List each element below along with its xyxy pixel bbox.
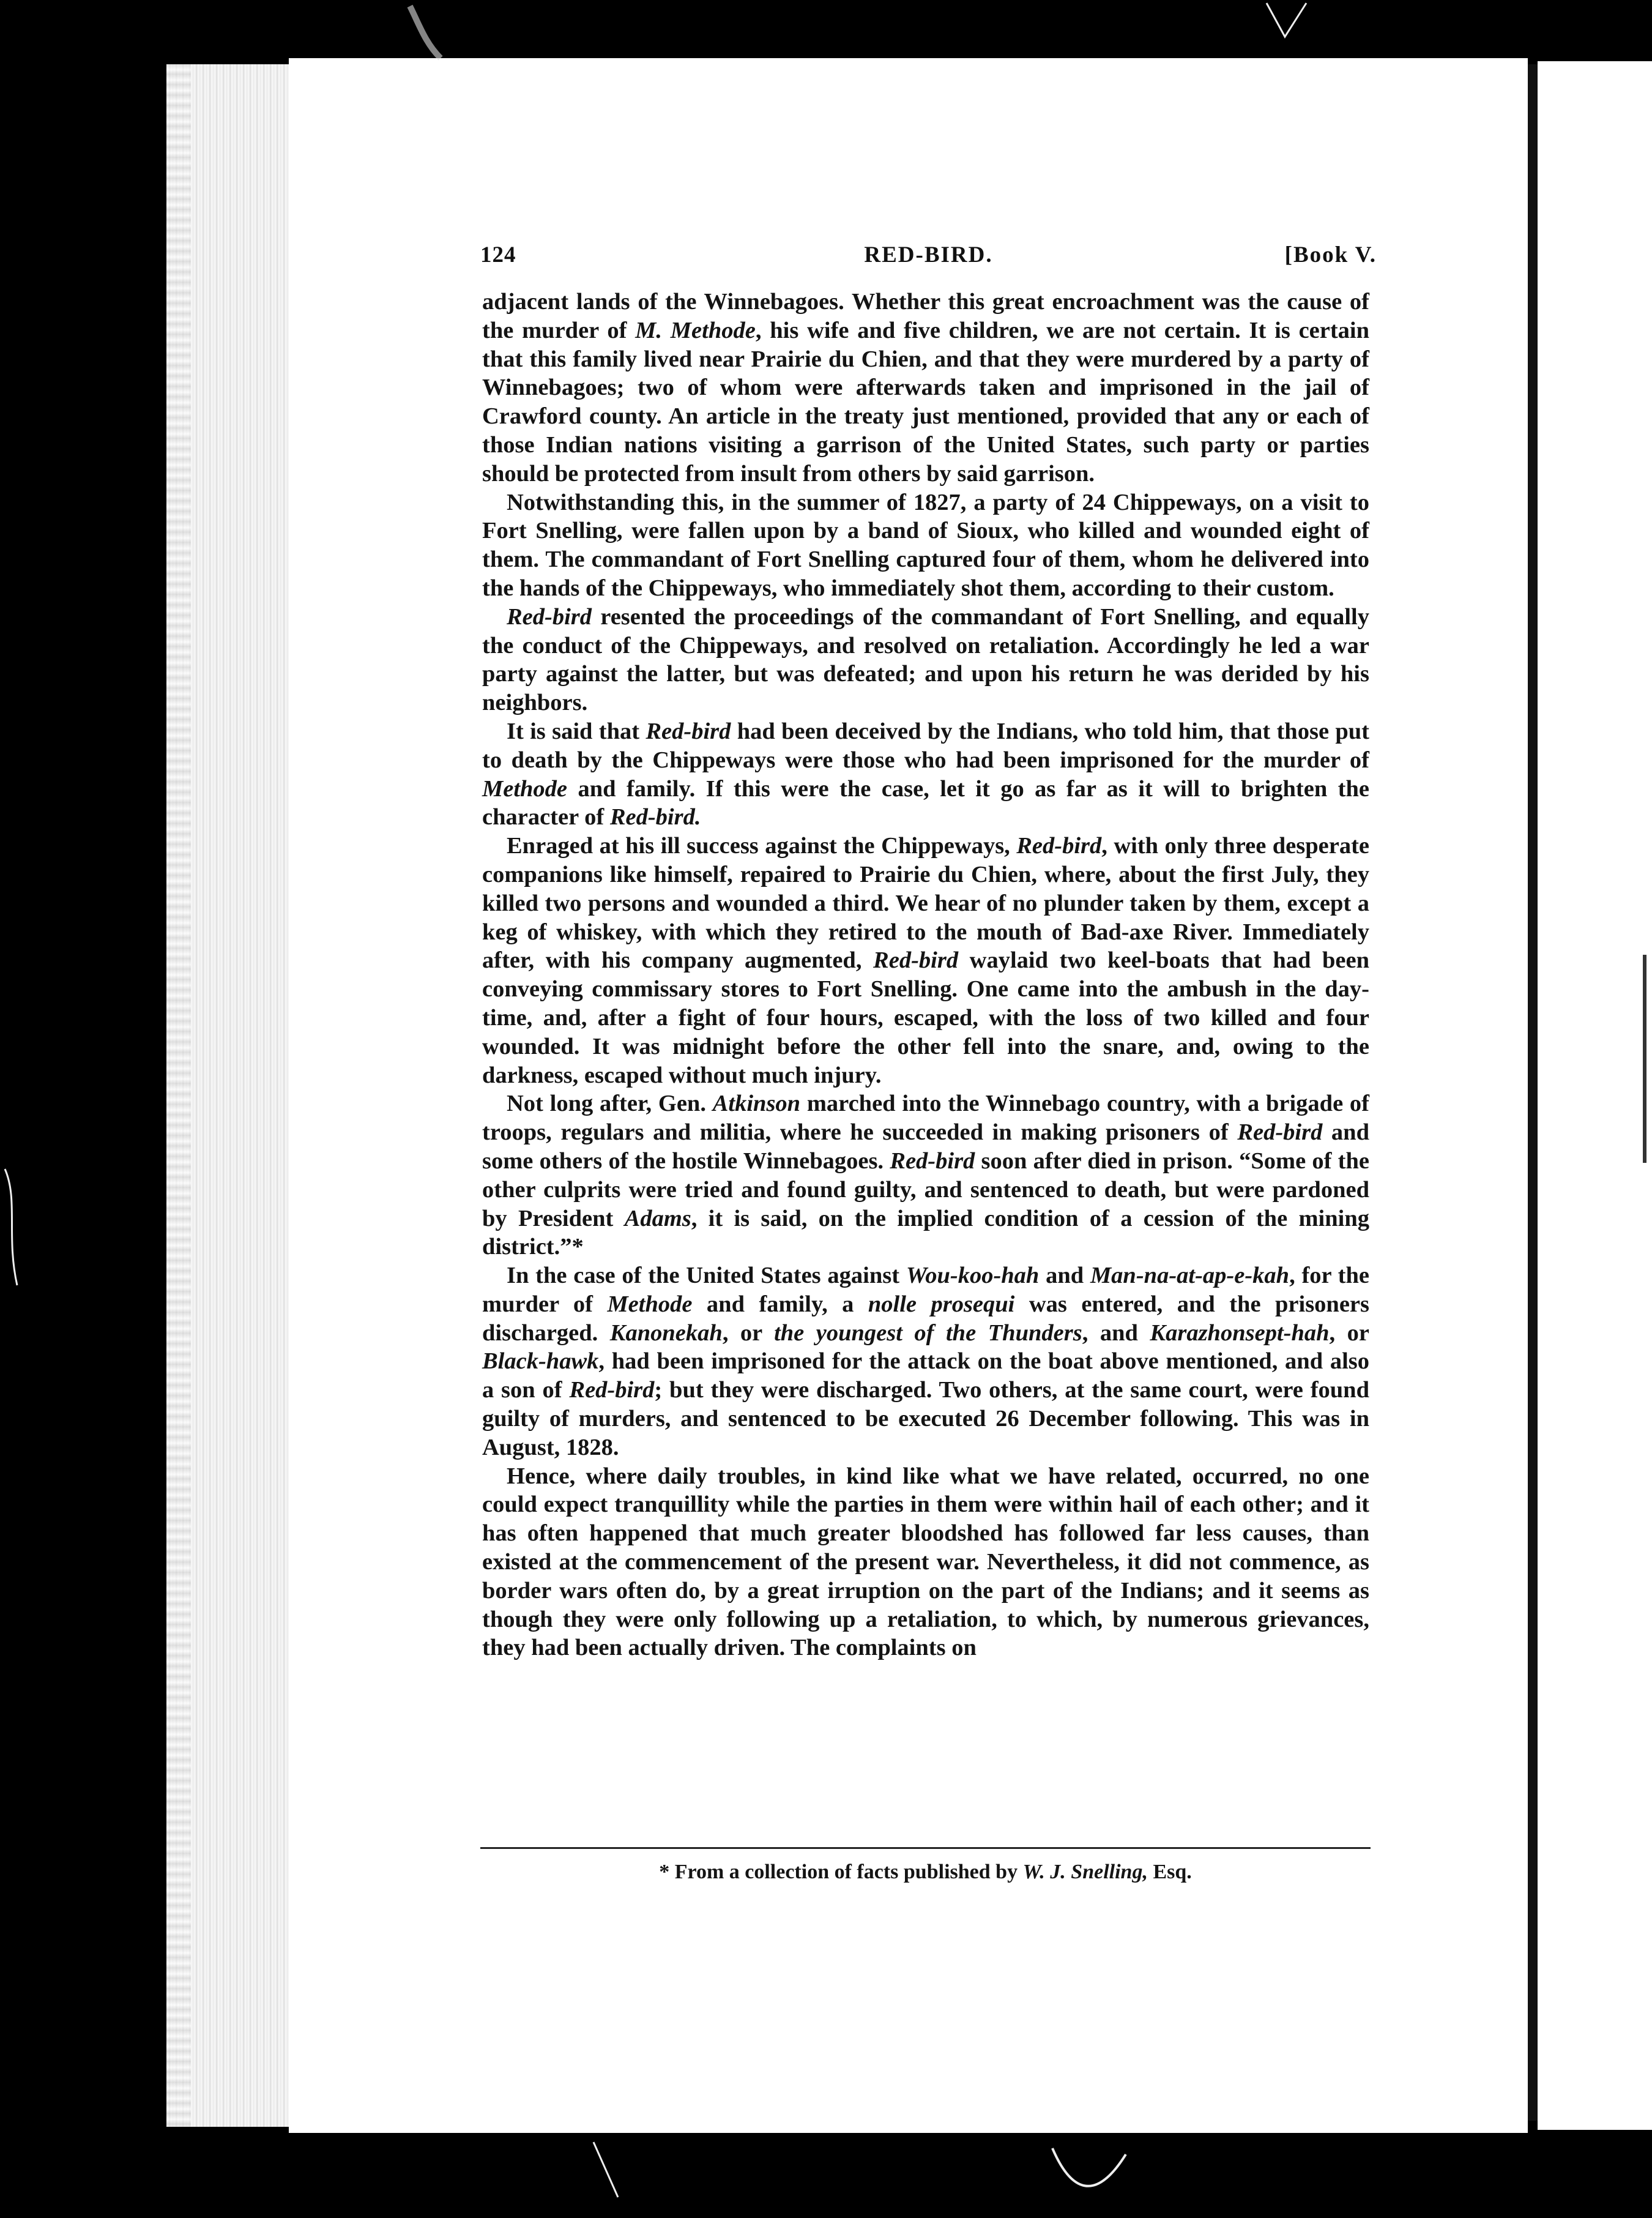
italic-text: Karazhonsept-hah bbox=[1150, 1320, 1330, 1346]
italic-text: Methode bbox=[607, 1291, 693, 1317]
italic-text: Red-bird bbox=[1237, 1119, 1323, 1146]
italic-text: Atkinson bbox=[712, 1091, 801, 1117]
italic-text: Red-bird bbox=[1016, 833, 1102, 859]
text-run: and some others of the hostile Winnebagoes. bbox=[482, 1119, 1369, 1174]
italic-text: Wou-koo-hah bbox=[906, 1263, 1040, 1289]
book-spine bbox=[1528, 64, 1538, 2121]
footnote bbox=[480, 1861, 1371, 1884]
text-run: , had been imprisoned for the attack on the boat above mentioned, and also a son of bbox=[482, 1348, 1369, 1403]
running-head bbox=[480, 242, 1377, 272]
book-page-edge bbox=[166, 64, 289, 2127]
text-run: Notwithstanding this, in the summer of 1827, a party of 24 Chippeways, on a visit to Fort Snelling, were fallen upon by a band of Sioux, who killed and wounded eight of them. The commandant of Fort Snelling captured four of them, whom he delivered into the hands of the Chippeways, who immediately shot them, according to their custom. bbox=[482, 489, 1369, 601]
italic-text: Adams bbox=[624, 1205, 691, 1231]
italic-text: Red-bird bbox=[873, 947, 959, 974]
paragraph bbox=[482, 1089, 1369, 1261]
running-title: RED-BIRD. bbox=[864, 242, 993, 267]
facing-page bbox=[1538, 61, 1652, 2130]
text-run: had been deceived by the Indians, who told him, that those put to death by the Chippeways were those who had been imprisoned for the murder of bbox=[482, 718, 1369, 773]
text-run: resented the proceedings of the commandant of Fort Snelling, and equally the conduct of the Chippeways, and resolved on retaliation. Accordingly he led a war party against the latter, but was defeated; and upon his return he was derided by his neighbors. bbox=[482, 603, 1369, 716]
text-run: It is said that bbox=[507, 718, 646, 744]
text-run: and bbox=[1039, 1263, 1090, 1289]
text-run: Hence, where daily troubles, in kind like what we have related, occurred, no one could expect tranquillity while the parties in them were within hail of each other; and it has often happened that much greater bloodshed has followed far less causes, than existed at the commencement of the present war. Nevertheless, it did not commence, as border wars often do, by a great irruption on the part of the Indians; and it seems as though they were only following up a retaliation, to which, by numerous grievances, they had been actually driven. The complaints on bbox=[482, 1463, 1369, 1661]
facing-page-mark bbox=[1643, 955, 1646, 1163]
text-run: In the case of the United States against bbox=[507, 1263, 906, 1289]
text-run: was entered, and the prisoners discharged. bbox=[482, 1291, 1369, 1346]
scan-artifact-top-right bbox=[1260, 0, 1315, 67]
scan-artifact-left bbox=[0, 1163, 24, 1298]
text-run: * From a collection of facts published by bbox=[659, 1861, 1023, 1883]
text-run: and family, a bbox=[692, 1291, 868, 1317]
paragraph bbox=[482, 288, 1369, 488]
italic-text: Man-na-at-ap-e-kah bbox=[1090, 1263, 1290, 1289]
paragraph bbox=[482, 1462, 1369, 1663]
italic-text: Black-hawk bbox=[482, 1348, 599, 1375]
scan-artifact-top bbox=[392, 0, 465, 67]
italic-text: nolle prosequi bbox=[868, 1291, 1015, 1317]
text-run: , or bbox=[722, 1320, 775, 1346]
paragraph bbox=[482, 717, 1369, 832]
text-run: , his wife and five children, we are not certain. It is certain that this family lived near Prairie du Chien, and that they were murdered by a party of Winnebagoes; two of whom were afterwards taken and imprisoned in the jail of Crawford county. An article in the treaty just mentioned, provided that any or each of those Indian nations visiting a garrison of the United States, such party or parties should be protected from insult from others by said garrison. bbox=[482, 317, 1370, 487]
italic-text: Red-bird. bbox=[609, 804, 701, 831]
text-run: , it is said, on the implied condition of a cession of the mining district.”* bbox=[482, 1205, 1369, 1260]
italic-text: Methode bbox=[482, 775, 568, 802]
text-run: and family. If this were the case, let it go as far as it will to brighten the character of bbox=[482, 775, 1369, 831]
text-run: Esq. bbox=[1147, 1861, 1192, 1883]
text-run: , and bbox=[1082, 1320, 1150, 1346]
scan-artifact-bottom-left bbox=[587, 2130, 636, 2209]
scan-artifact-bottom bbox=[1040, 2136, 1138, 2209]
text-run: Enraged at his ill success against the Chippeways, bbox=[507, 833, 1017, 859]
paragraph bbox=[482, 488, 1369, 603]
italic-text: Kanonekah bbox=[609, 1320, 723, 1346]
paragraph bbox=[482, 603, 1369, 717]
footnote-rule bbox=[480, 1847, 1371, 1849]
text-run: soon after died in prison. “Some of the other culprits were tried and found guilty, and sentenced to death, but were pardoned by President bbox=[482, 1148, 1369, 1231]
italic-text: W. J. Snelling, bbox=[1022, 1861, 1148, 1883]
text-run: , with only three desperate companions like himself, repaired to Prairie du Chien, where, about the first July, they killed two persons and wounded a third. We hear of no plunder taken by them, except a keg of whiskey, with which they retired to the mouth of Bad-axe River. Immediately after, with his company augmented, bbox=[482, 833, 1369, 974]
italic-text: Red-bird bbox=[890, 1148, 975, 1174]
page-number: 124 bbox=[480, 242, 516, 267]
paragraph bbox=[482, 1261, 1369, 1462]
text-run: , or bbox=[1329, 1320, 1369, 1346]
text-run: waylaid two keel-boats that had been conveying commissary stores to Fort Snelling. One came into the ambush in the day-time, and, after a fight of four hours, escaped, with the loss of two killed and four wounded. It was midnight before the other fell into the snare, and, owing to the darkness, escaped without much injury. bbox=[482, 947, 1369, 1088]
text-run: , for the murder of bbox=[482, 1263, 1369, 1317]
italic-text: Red-bird bbox=[646, 718, 731, 744]
paragraph bbox=[482, 832, 1369, 1089]
text-run: adjacent lands of the Winnebagoes. Whether this great encroachment was the cause of the murder of bbox=[482, 289, 1369, 343]
text-run: Not long after, Gen. bbox=[507, 1091, 713, 1117]
italic-text: Red-bird bbox=[507, 603, 592, 630]
body-text bbox=[482, 288, 1369, 1662]
text-run: marched into the Winnebago country, with a brigade of troops, regulars and militia, where he succeeded in making prisoners of bbox=[482, 1091, 1370, 1146]
italic-text: the youngest of the Thunders bbox=[774, 1320, 1082, 1346]
text-run: ; but they were discharged. Two others, at the same court, were found guilty of murders, and sentenced to be executed 26 December following. This was in August, 1828. bbox=[482, 1377, 1370, 1460]
italic-text: Red-bird bbox=[569, 1377, 655, 1403]
italic-text: M. Methode bbox=[635, 317, 756, 343]
book-section: [Book V. bbox=[1284, 242, 1377, 267]
